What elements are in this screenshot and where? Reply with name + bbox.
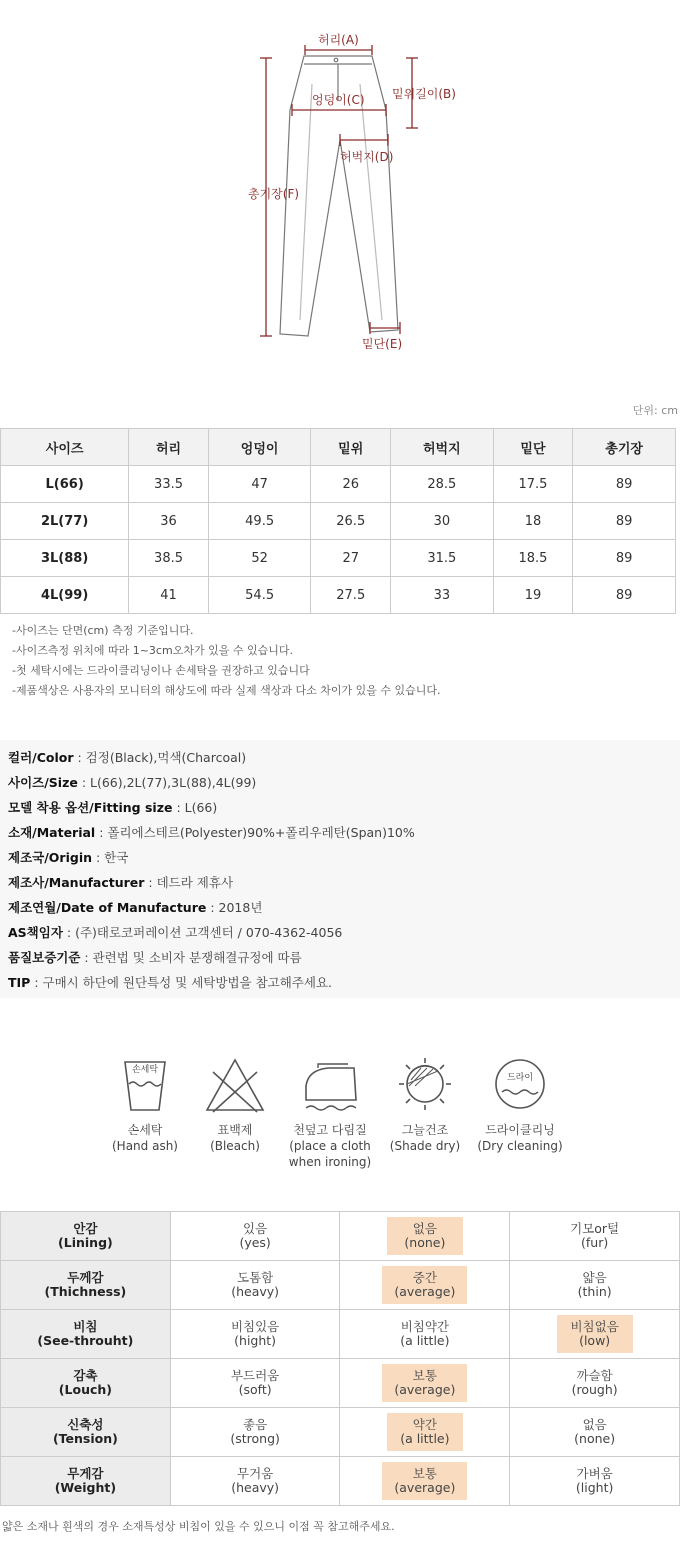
value-cell: 26 [311, 466, 391, 503]
feel-option-cell [170, 1310, 340, 1359]
feel-attribute-ko: 안감 [73, 1221, 98, 1236]
feel-option-selected [387, 1413, 463, 1451]
feel-option-ko: 비침약간 [400, 1319, 450, 1334]
size-notes [12, 621, 440, 701]
value-cell: 30 [391, 503, 494, 540]
info-value: : L(66) [172, 800, 218, 815]
value-cell: 89 [573, 466, 676, 503]
table-row [1, 540, 676, 577]
feel-option-ko: 도톰함 [237, 1270, 274, 1285]
feel-option-cell [510, 1408, 680, 1457]
feel-option-selected [387, 1217, 463, 1255]
care-shade-dry [380, 1056, 470, 1154]
feel-option [219, 1364, 291, 1402]
info-label: 모델 착용 옵션/Fitting size [8, 800, 173, 815]
feel-option-cell [510, 1261, 680, 1310]
note-line: -제품색상은 사용자의 모니터의 해상도에 따라 실제 색상과 다소 차이가 있을 수 있습니다. [12, 684, 441, 697]
size-table [0, 428, 676, 614]
feel-attribute-en: (See-throuht) [37, 1333, 134, 1348]
header-cell: 밑위 [311, 429, 391, 466]
info-label: 제조사/Manufacturer [8, 875, 145, 890]
info-label: 제조국/Origin [8, 850, 92, 865]
value-cell: 89 [573, 503, 676, 540]
length-label: 총기장(F) [248, 187, 300, 201]
feel-option-ko: 보통 [412, 1466, 437, 1481]
dry-clean-icon [488, 1056, 552, 1116]
table-row [1, 1457, 680, 1506]
feel-option-en: (yes) [239, 1235, 271, 1250]
info-row-quality [8, 948, 302, 966]
table-row [1, 503, 676, 540]
header-cell: 엉덩이 [208, 429, 311, 466]
feel-option-en: (hight) [234, 1333, 277, 1348]
feel-option [227, 1217, 282, 1255]
info-value: : 2018년 [206, 900, 263, 915]
info-label: 소재/Material [8, 825, 96, 840]
hip-label: 엉덩이(C) [312, 93, 365, 107]
value-cell: 36 [129, 503, 209, 540]
feel-option [218, 1413, 292, 1451]
table-row [1, 577, 676, 614]
feel-option-selected [382, 1364, 467, 1402]
feel-option-ko: 부드러움 [230, 1368, 280, 1383]
unit-label: 단위: cm [632, 404, 678, 417]
feel-option-cell [510, 1359, 680, 1408]
shade-dry-icon [393, 1056, 457, 1116]
feel-option-en: (a little) [400, 1431, 450, 1446]
feel-option-en: (none) [404, 1235, 446, 1250]
care-iron [280, 1056, 380, 1170]
feel-option-ko: 약간 [412, 1417, 437, 1432]
hand-wash-icon-text: 손세탁 [131, 1065, 159, 1075]
feel-option-ko: 가벼움 [576, 1466, 613, 1481]
feel-attribute-en: (Thichness) [44, 1284, 127, 1299]
feel-option-cell [510, 1212, 680, 1261]
feel-option-selected [382, 1266, 467, 1304]
header-cell: 총기장 [573, 429, 676, 466]
feel-option-en: (rough) [571, 1382, 618, 1397]
table-row [1, 466, 676, 503]
feel-option [558, 1217, 631, 1255]
value-cell: 18.5 [493, 540, 573, 577]
feel-option-ko: 없음 [582, 1417, 607, 1432]
feel-attribute-ko: 신축성 [67, 1417, 104, 1432]
value-cell: 54.5 [208, 577, 311, 614]
value-cell: 89 [573, 540, 676, 577]
feel-attribute-ko: 두께감 [67, 1270, 104, 1285]
size-cell: 2L(77) [1, 503, 129, 540]
info-row-origin [8, 848, 128, 866]
no-bleach-icon [203, 1056, 267, 1116]
care-label-ko: 손세탁 [127, 1123, 163, 1137]
info-value: : 관련법 및 소비자 분쟁해결규정에 따름 [80, 950, 302, 965]
feel-option-cell [170, 1359, 340, 1408]
info-row-color [8, 748, 246, 766]
table-row [1, 1261, 680, 1310]
feel-option-cell [340, 1261, 510, 1310]
feel-option-ko: 좋음 [243, 1417, 268, 1432]
info-value: : 폴리에스테르(Polyester)90%+폴리우레탄(Span)10% [95, 825, 415, 840]
bottom-note: 얇은 소재나 흰색의 경우 소재특성상 비침이 있을 수 있으니 이점 꼭 참고해주세요. [2, 1520, 395, 1533]
info-row-size [8, 773, 256, 791]
value-cell: 26.5 [311, 503, 391, 540]
iron-cloth-icon [298, 1056, 362, 1116]
info-value: : L(66),2L(77),3L(88),4L(99) [77, 775, 257, 790]
info-row-tip [8, 973, 332, 991]
feel-option-en: (heavy) [231, 1480, 280, 1495]
thigh-label: 허벅지(D) [340, 150, 394, 164]
feel-attribute-en: (Lining) [58, 1235, 113, 1250]
value-cell: 27.5 [311, 577, 391, 614]
feel-option-en: (average) [394, 1382, 456, 1397]
feel-option-en: (none) [574, 1431, 616, 1446]
feel-option [388, 1315, 461, 1353]
value-cell: 28.5 [391, 466, 494, 503]
care-bleach [190, 1056, 280, 1154]
feel-attribute-cell [1, 1261, 171, 1310]
feel-option [560, 1364, 630, 1402]
value-cell: 17.5 [493, 466, 573, 503]
feel-option [219, 1315, 291, 1353]
feel-attribute-cell [1, 1310, 171, 1359]
care-label-ko: 드라이클리닝 [485, 1123, 555, 1137]
feel-option-ko: 기모or털 [570, 1221, 620, 1236]
feel-option-en: (fur) [581, 1235, 609, 1250]
size-cell: 4L(99) [1, 577, 129, 614]
info-row-manufacturer [8, 873, 233, 891]
info-label: 제조연월/Date of Manufacture [8, 900, 207, 915]
feel-option-cell [510, 1310, 680, 1359]
feel-option-en: (thin) [577, 1284, 612, 1299]
info-row-material [8, 823, 415, 841]
feel-option [219, 1266, 291, 1304]
info-row-as [8, 923, 342, 941]
feel-option-cell [340, 1359, 510, 1408]
value-cell: 52 [208, 540, 311, 577]
feel-option-cell [170, 1457, 340, 1506]
feel-option-cell [510, 1457, 680, 1506]
value-cell: 31.5 [391, 540, 494, 577]
care-label-ko: 그늘건조 [401, 1123, 449, 1137]
header-cell: 밑단 [493, 429, 573, 466]
value-cell: 89 [573, 577, 676, 614]
care-label-ko: 표백제 [217, 1123, 253, 1137]
product-info-panel [0, 740, 680, 998]
info-value: : 데드라 제휴사 [144, 875, 234, 890]
feel-option-en: (average) [394, 1284, 456, 1299]
care-instructions [0, 1050, 680, 1180]
feel-option [219, 1462, 291, 1500]
feel-attribute-en: (Tension) [52, 1431, 118, 1446]
value-cell: 27 [311, 540, 391, 577]
care-label-en: (Hand ash) [112, 1139, 178, 1153]
fabric-feel-table [0, 1211, 680, 1506]
size-table-header [1, 429, 676, 466]
feel-attribute-cell [1, 1408, 171, 1457]
feel-option-ko: 비침있음 [230, 1319, 280, 1334]
feel-option-selected [382, 1462, 467, 1500]
value-cell: 38.5 [129, 540, 209, 577]
feel-option-en: (soft) [238, 1382, 272, 1397]
info-label: 컬러/Color [8, 750, 74, 765]
size-cell: 3L(88) [1, 540, 129, 577]
feel-attribute-ko: 비침 [73, 1319, 98, 1334]
feel-option-en: (heavy) [231, 1284, 280, 1299]
feel-option-ko: 비침없음 [570, 1319, 619, 1334]
header-cell: 허리 [129, 429, 209, 466]
feel-option-cell [170, 1212, 340, 1261]
care-label-en: (place a cloth [289, 1139, 371, 1153]
feel-option [566, 1266, 624, 1304]
info-value: : 한국 [92, 850, 129, 865]
feel-attribute-cell [1, 1212, 171, 1261]
value-cell: 19 [493, 577, 573, 614]
feel-option-ko: 있음 [243, 1221, 268, 1236]
feel-option-cell [340, 1212, 510, 1261]
info-value: : (주)태로코퍼레이션 고객센터 / 070-4362-4056 [62, 925, 343, 940]
care-label-en2: when ironing) [288, 1155, 372, 1169]
feel-option [562, 1413, 627, 1451]
feel-attribute-en: (Louch) [58, 1382, 112, 1397]
feel-option-cell [340, 1457, 510, 1506]
table-row [1, 1310, 680, 1359]
hand-wash-icon [113, 1056, 177, 1116]
feel-option-ko: 없음 [412, 1221, 437, 1236]
info-row-fitting [8, 798, 217, 816]
hem-label: 밑단(E) [362, 337, 403, 351]
pants-measurement-diagram [0, 0, 680, 380]
waist-label: 허리(A) [318, 33, 359, 47]
table-row [1, 1359, 680, 1408]
info-value: : 구매시 하단에 원단특성 및 세탁방법을 참고해주세요. [30, 975, 332, 990]
care-label-en: (Bleach) [210, 1139, 260, 1153]
dry-clean-icon-text: 드라이 [506, 1073, 534, 1083]
feel-attribute-cell [1, 1457, 171, 1506]
table-row [1, 1408, 680, 1457]
feel-option-cell [170, 1261, 340, 1310]
feel-option-selected [557, 1315, 633, 1353]
value-cell: 33 [391, 577, 494, 614]
value-cell: 49.5 [208, 503, 311, 540]
care-dry-clean [470, 1056, 570, 1154]
info-label: 품질보증기준 [8, 950, 81, 965]
info-label: TIP [8, 975, 31, 990]
feel-option-en: (average) [394, 1480, 456, 1495]
feel-attribute-ko: 무게감 [67, 1466, 104, 1481]
feel-option-ko: 무거움 [237, 1466, 274, 1481]
care-label-ko: 천덮고 다림질 [293, 1123, 367, 1137]
value-cell: 47 [208, 466, 311, 503]
value-cell: 41 [129, 577, 209, 614]
feel-option-en: (a little) [400, 1333, 450, 1348]
feel-option-en: (low) [579, 1333, 611, 1348]
care-label-en: (Dry cleaning) [477, 1139, 563, 1153]
size-cell: L(66) [1, 466, 129, 503]
info-label: 사이즈/Size [8, 775, 78, 790]
care-hand-wash [100, 1056, 190, 1154]
feel-option-en: (strong) [230, 1431, 280, 1446]
table-row [1, 1212, 680, 1261]
feel-option-ko: 중간 [412, 1270, 437, 1285]
feel-option-en: (light) [575, 1480, 614, 1495]
feel-option-ko: 얇음 [582, 1270, 607, 1285]
care-label-en: (Shade dry) [389, 1139, 461, 1153]
header-cell: 허벅지 [391, 429, 494, 466]
header-cell: 사이즈 [1, 429, 129, 466]
info-value: : 검정(Black),먹색(Charcoal) [73, 750, 247, 765]
feel-option [564, 1462, 625, 1500]
info-row-date [8, 898, 262, 916]
rise-label: 밑위길이(B) [392, 87, 456, 101]
value-cell: 33.5 [129, 466, 209, 503]
feel-option-cell [340, 1408, 510, 1457]
feel-attribute-ko: 감촉 [73, 1368, 98, 1383]
info-label: AS책임자 [8, 925, 63, 940]
feel-attribute-cell [1, 1359, 171, 1408]
value-cell: 18 [493, 503, 573, 540]
feel-option-ko: 까슬함 [576, 1368, 613, 1383]
feel-option-cell [170, 1408, 340, 1457]
note-line: -사이즈는 단면(cm) 측정 기준입니다. [12, 624, 194, 637]
note-line: -사이즈측정 위치에 따라 1~3cm오차가 있을 수 있습니다. [12, 644, 293, 657]
feel-option-cell [340, 1310, 510, 1359]
note-line: -첫 세탁시에는 드라이클리닝이나 손세탁을 권장하고 있습니다 [12, 664, 310, 677]
feel-attribute-en: (Weight) [54, 1480, 117, 1495]
feel-option-ko: 보통 [412, 1368, 437, 1383]
